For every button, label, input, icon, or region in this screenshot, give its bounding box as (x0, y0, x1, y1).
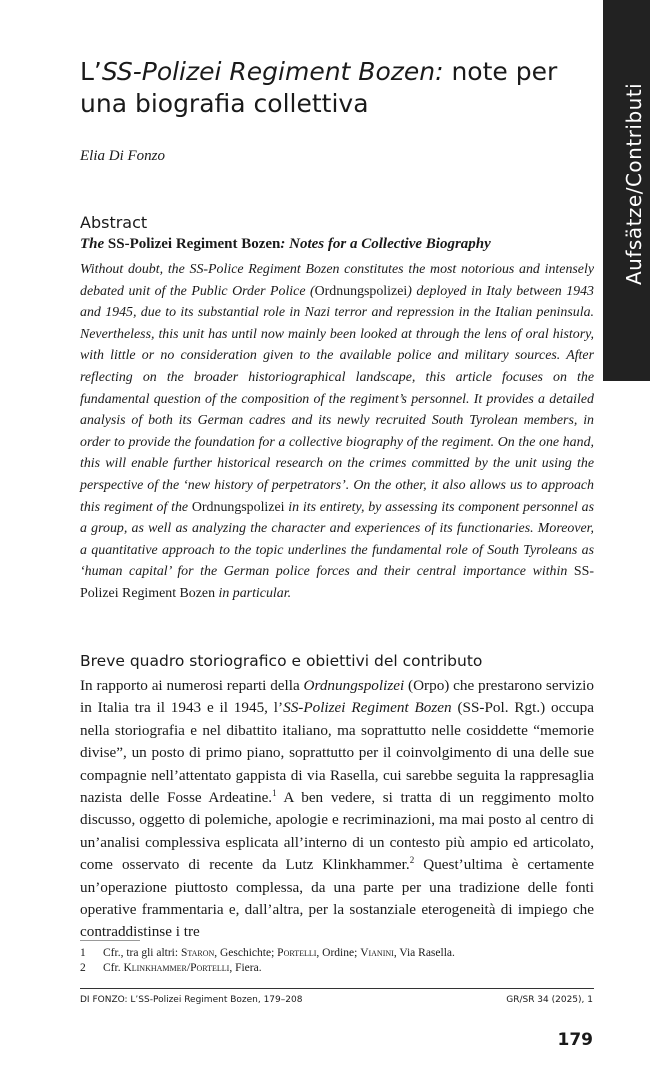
footnote-divider (80, 940, 140, 941)
body-t1: In rapporto ai numerosi reparti della (80, 677, 304, 694)
footnotes (80, 946, 594, 976)
body-t2: Ordnungspolizei (303, 677, 405, 694)
abstract-subtitle (80, 236, 600, 253)
running-footer-left: DI FONZO: L’SS-Polizei Regiment Bozen, 179–208 (80, 995, 303, 1005)
abstract-p4: Ordnungspolizei (191, 499, 285, 515)
abstract-p3: ) deployed in Italy between 1943 and 1945, due to its substantial role in Nazi terror and repression in the Italian peninsula. Nevertheless, this unit has until now mainly been looked at through the lens of oral history, with little or no consideration given to the available police and military sources. After reflecting on the broader historiographical landscape, this article focuses on the fundamental question of the composition of the regiment’s personnel. It provides a detailed analysis of both its German cadres and its newly recruited South Tyrolean members, in order to provide the foundation for a collective biography of the regiment. On the one hand, this will enable further historical research on the crimes committed by the unit using the perspective of the ‘new history of perpetrators’. On the other, it also allows us to approach this regiment of the (80, 283, 594, 515)
page-number: 179 (557, 1030, 593, 1050)
fn1-a: Cfr., tra gli altri: (103, 947, 181, 959)
abstract-p7: in particular. (215, 585, 292, 601)
section-tab (603, 0, 650, 381)
fn1-c: , Geschichte; (214, 947, 278, 959)
fn1-e: , Ordine; (316, 947, 361, 959)
footer-divider (80, 988, 594, 989)
fn1-author-3: Vianini (360, 947, 394, 959)
fn2-c: , Fiera. (229, 962, 262, 974)
body-t7: Quest’ultima è certamente un’operazione piuttosto complessa, da una parte per una tradizione delle fonti operative frammentaria e, dall’altra, per la sostanziale eterogeneità di impiego che contraddistinse i tre (80, 856, 594, 941)
abstract-subtitle-b: SS-Polizei Regiment Bozen (104, 236, 281, 252)
abstract-subtitle-c: : Notes for a Collective Biography (280, 236, 491, 252)
abstract-body (80, 259, 594, 605)
fn2-authors: Klinkhammer/Portelli (123, 962, 230, 974)
footnote-ref-1[interactable]: 1 (272, 787, 277, 798)
abstract-heading: Abstract (80, 213, 148, 232)
fn1-author-1: Staron (180, 947, 215, 959)
footnote-item (80, 961, 594, 976)
running-footer-right: GR/SR 34 (2025), 1 (506, 995, 593, 1005)
abstract-p1: Without doubt, the SS-Police Regiment Bozen constitutes the most notorious and intensely debated unit of the Public Order Police ( (80, 262, 594, 299)
body-t6: A ben vedere, si tratta di un reggimento molto discusso, oggetto di polemiche, apologie e recriminazioni, ma mai posto al centro di un’analisi complessiva esplicata all’interno di un contesto più ampio ed articolato, come osservato di recente da Lutz Klinkhammer. (80, 789, 594, 874)
footnote-item (80, 946, 594, 961)
body-t5: (SS-Pol. Rgt.) occupa nella storiografia e nel dibattito italiano, ma soprattutto nelle cosiddette “memorie divise”, un posto di primo piano, soprattutto per il coinvolgimento di una delle sue compagnie nell’attentato gappista di via Rasella, cui sarebbe seguita la rappresaglia nazista delle Fosse Ardeatine. (80, 699, 595, 807)
fn2-a: Cfr. (103, 962, 124, 974)
footnote-text (103, 961, 262, 976)
title-italic: SS-Polizei Regiment Bozen: (101, 57, 444, 86)
body-t4: SS-Polizei Regiment Bozen (283, 699, 452, 717)
abstract-p6: SS-Polizei Regiment Bozen (80, 564, 594, 601)
abstract-p2: Ordnungspolizei (314, 283, 408, 299)
fn1-author-2: Portelli (277, 947, 317, 959)
abstract-p5: in its entirety, by assessing its component personnel as a group, as well as analyzing the character and experiences of its functionaries. Moreover, a quantitative approach to the topic underlines the fundamental role of South Tyroleans as ‘human capital’ for the German police forces and their central importance within (80, 499, 594, 580)
article-title (80, 56, 580, 120)
footnote-ref-2[interactable]: 2 (409, 855, 415, 866)
fn1-g: , Via Rasella. (393, 947, 455, 959)
footnote-text (103, 946, 455, 961)
title-prefix: L’ (80, 57, 102, 86)
section-tab-label: Aufsätze/Contributi (622, 82, 646, 285)
title-rest: note per una biografia collettiva (80, 57, 558, 118)
abstract-subtitle-a: The (80, 236, 105, 252)
body-t3: (Orpo) che prestarono servizio in Italia tra il 1943 e il 1945, l’ (80, 677, 594, 717)
author-name: Elia Di Fonzo (80, 148, 165, 164)
footnote-number: 1 (80, 947, 86, 959)
section-heading: Breve quadro storiografico e obiettivi del contributo (80, 652, 483, 670)
footnote-number: 2 (80, 962, 86, 974)
section-body (80, 675, 594, 944)
